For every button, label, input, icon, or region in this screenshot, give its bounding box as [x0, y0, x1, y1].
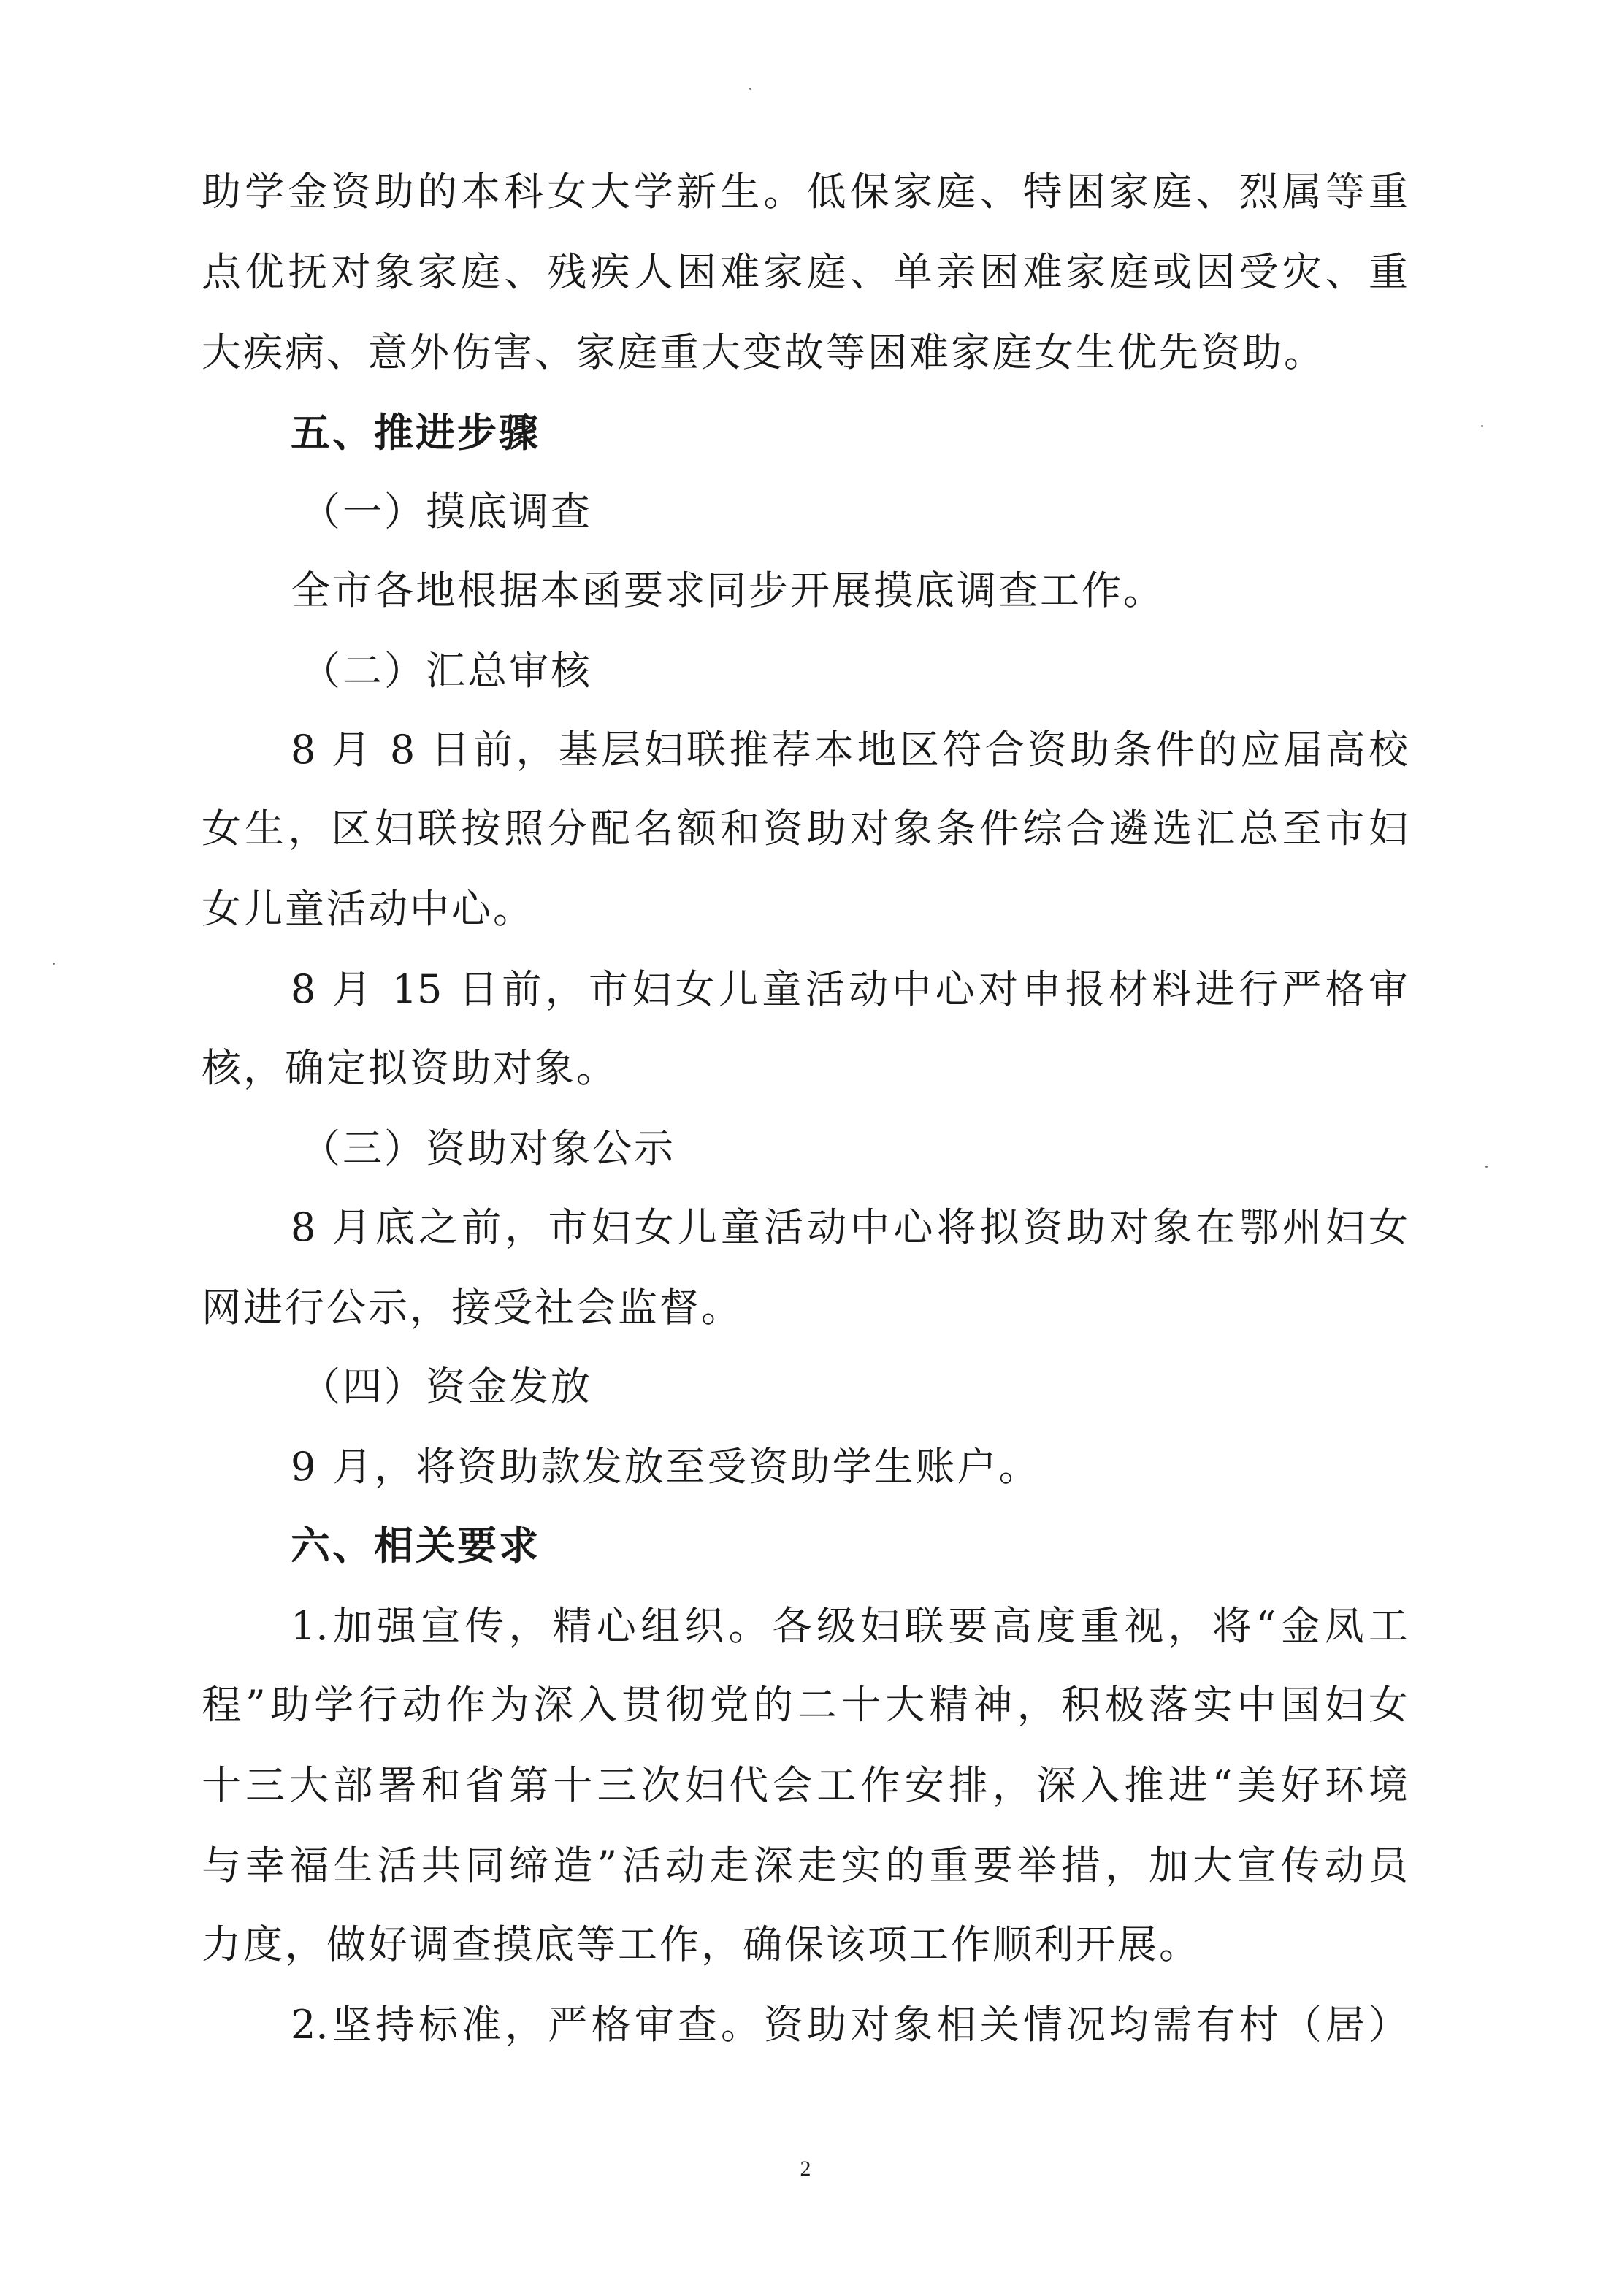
body-text-line: 与幸福生活共同缔造”活动走深走实的重要举措，加大宣传动员	[202, 1842, 1408, 1889]
subsection-heading: （三）资助对象公示	[301, 1125, 676, 1171]
body-text-line: 女儿童活动中心。	[202, 886, 535, 932]
page-number: 2	[800, 2157, 811, 2181]
body-text-line: 程”助学行动作为深入贯彻党的二十大精神，积极落实中国妇女	[202, 1682, 1408, 1728]
body-text-line: 十三大部署和省第十三次妇代会工作安排，深入推进“美好环境	[202, 1762, 1408, 1808]
body-text-line: 助学金资助的本科女大学新生。低保家庭、特困家庭、烈属等重	[202, 169, 1408, 215]
subsection-heading: （二）汇总审核	[301, 648, 592, 694]
body-text-line: 2.坚持标准，严格审查。资助对象相关情况均需有村（居）	[291, 2002, 1408, 2048]
scan-speck	[1485, 1166, 1488, 1168]
body-text-line: 大疾病、意外伤害、家庭重大变故等困难家庭女生优先资助。	[202, 329, 1325, 375]
scan-speck	[749, 88, 751, 90]
body-text-line: 8 月 15 日前，市妇女儿童活动中心对申报材料进行严格审	[291, 966, 1408, 1012]
body-text-line: 核，确定拟资助对象。	[202, 1045, 618, 1091]
body-text-line: 9 月，将资助款发放至受资助学生账户。	[291, 1444, 1041, 1490]
section-heading: 六、相关要求	[291, 1523, 540, 1569]
body-text-line: 全市各地根据本函要求同步开展摸底调查工作。	[291, 567, 1165, 613]
body-text-line: 女生，区妇联按照分配名额和资助对象条件综合遴选汇总至市妇	[202, 805, 1408, 852]
scan-speck	[53, 963, 55, 965]
body-text-line: 8 月底之前，市妇女儿童活动中心将拟资助对象在鄂州妇女	[291, 1204, 1408, 1250]
body-text-line: 力度，做好调查摸底等工作，确保该项工作顺利开展。	[202, 1921, 1201, 1967]
section-heading: 五、推进步骤	[291, 410, 540, 456]
body-text-line: 8 月 8 日前，基层妇联推荐本地区符合资助条件的应届高校	[291, 727, 1408, 773]
subsection-heading: （一）摸底调查	[301, 489, 592, 535]
body-text-line: 网进行公示，接受社会监督。	[202, 1285, 743, 1331]
body-text-line: 点优抚对象家庭、残疾人困难家庭、单亲困难家庭或因受灾、重	[202, 249, 1408, 295]
subsection-heading: （四）资金发放	[301, 1363, 592, 1409]
scan-speck	[1481, 425, 1483, 427]
body-text-line: 1.加强宣传，精心组织。各级妇联要高度重视，将“金凤工	[291, 1603, 1408, 1649]
